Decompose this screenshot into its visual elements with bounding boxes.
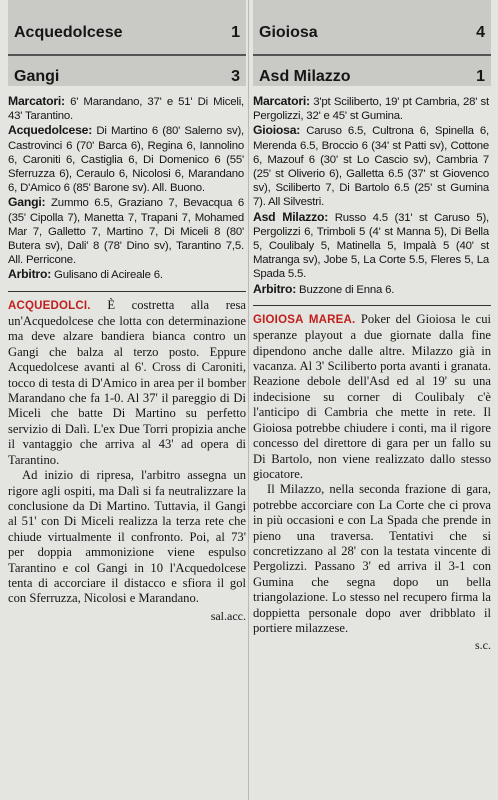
score-row-home <box>253 18 491 48</box>
article-paragraph: Il Milazzo, nella seconda frazione di gara, potrebbe accorciare con La Corte che ci prova in più occasioni e con La Spada che prende in pieno una traversa. Tentativi che si concretizzano al 28' con la testata vincente di Pergolizzi. Passano 3' ed arriva il 3-1 con Gumina che segna dopo un bella triangolazione. Lo stesso nel recupero firma la doppietta personale dopo aver dribblato il portiere milazzese. <box>253 482 491 635</box>
home-team: Gioiosa <box>259 24 318 41</box>
score-row-home <box>8 18 246 48</box>
home-lineup: Gioiosa: Caruso 6.5, Cultrona 6, Spinella 6, Merenda 6.5, Broccio 6 (34' st Patti sv), Cottone 6, Mazouf 6 (30' st Lo Cascio sv), Cambria 7 (25' st Oliverio 6), Galletta 6.5 (37' st Giovenco sv), Sciliberto 7, Di Bartolo 6.5 (25' st Gumina 7). All Silvestri. <box>253 123 489 209</box>
marcatori: Marcatori: 6' Marandano, 37' e 51' Di Miceli, 43' Tarantino. <box>8 94 244 123</box>
away-lineup: Asd Milazzo: Russo 4.5 (31' st Caruso 5), Pergolizzi 6, Trimboli 5 (4' st Manna 5), Di Bella 5, Coulibaly 5, Matinella 5, Impalà 5 (40' st Matranga sv), Jobe 5, La Corte 5.5, Fleres 5, La Spada 5.5. <box>253 209 489 281</box>
home-team: Acquedolcese <box>14 24 123 41</box>
match-column-right <box>253 0 491 654</box>
scoreboard-right <box>253 0 491 86</box>
away-score: 1 <box>476 68 485 85</box>
article-kicker: GIOIOSA MAREA. <box>253 313 356 326</box>
author-signature: sal.acc. <box>210 608 246 623</box>
home-score: 1 <box>231 24 240 41</box>
arbitro: Arbitro: Buzzone di Enna 6. <box>253 281 395 296</box>
article-kicker: ACQUEDOLCI. <box>8 299 91 312</box>
article-left <box>8 292 246 625</box>
column-divider <box>248 0 249 800</box>
article-paragraph: Ad inizio di ripresa, l'arbitro assegna un rigore agli ospiti, ma Dalì si fa neutralizzare la conclusione da Di Martino. Tuttavia, il Gangi al 51' con Di Miceli realizza la terza rete che chiude virtualmente il confronto. Poi, al 73' per doppia ammonizione viene espulso Tarantino e col Gangi in 10 l'Acquedolcese tenta di accorciare il distacco e sfiora il gol con Sferruzza, Nicolosi e Marandano. <box>8 468 246 606</box>
home-score: 4 <box>476 24 485 41</box>
arbitro: Arbitro: Gulisano di Acireale 6. <box>8 267 163 282</box>
article-paragraph: ACQUEDOLCI. È costretta alla resa un'Acquedolcese che lotta con determinazione ma deve alzare bandiera bianca contro un Gangi che balza al terzo posto. Eppure Acquedolcese avanti al 6'. Cross di Caroniti, tocco di testa di D'Amico in area per il bomber Marandano che fa 1-0. Al 37' il pareggio di Di Miceli che batte Di Martino su perfetto servizio di Dalì. L'ex Due Torri propizia anche il vantaggio che arriva al 43' ad opera di Tarantino. <box>8 297 246 467</box>
away-team: Gangi <box>14 68 60 85</box>
author-signature: s.c. <box>475 638 491 653</box>
scoreboard-left <box>8 0 246 86</box>
away-score: 3 <box>231 68 240 85</box>
article-right <box>253 306 491 654</box>
match-facts-right <box>253 86 491 297</box>
away-team: Asd Milazzo <box>259 68 351 85</box>
match-facts-left <box>8 86 246 283</box>
home-lineup: Acquedolcese: Di Martino 6 (80' Salerno sv), Castrovinci 6 (70' Barca 6), Regina 6, Iannolino 6, Caroniti 6, Castiglia 6, Di Domenico 6 (55' Sferruzza 6), Ceraulo 6, Nicolosi 6, Marandano 6, D'Amico 6 (85' Barone sv). All. Buono. <box>8 123 244 195</box>
away-lineup: Gangi: Zummo 6.5, Graziano 7, Bevacqua 6 (35' Cipolla 7), Manetta 7, Trapani 7, Mohamed Mar 7, Galletto 7, Martino 7, Di Miceli 8 (80' Butera sv), Dali' 8 (78' Dino sv), Tarantino 7,5. All. Perricone. <box>8 195 244 267</box>
marcatori: Marcatori: 3'pt Sciliberto, 19' pt Cambria, 28' st Pergolizzi, 32' e 45' st Gumina. <box>253 94 489 123</box>
match-column-left <box>8 0 246 624</box>
article-paragraph: GIOIOSA MAREA. Poker del Gioiosa le cui speranze playout a due giornate dalla fine dipendono anche dalle altre. Milazzo già in vacanza. Al 3' Sciliberto porta avanti i granata. Reazione debole dell'Asd ed al 19' su una indecisione su corner di Coulibaly c'è l'anticipo di Cambria che mette in rete. Il Gioiosa potrebbe chiudere i conti, ma il rigore concesso del direttore di gara per un fallo su Di Bartolo, non viene realizzato dallo stesso giocatore. <box>253 311 491 481</box>
